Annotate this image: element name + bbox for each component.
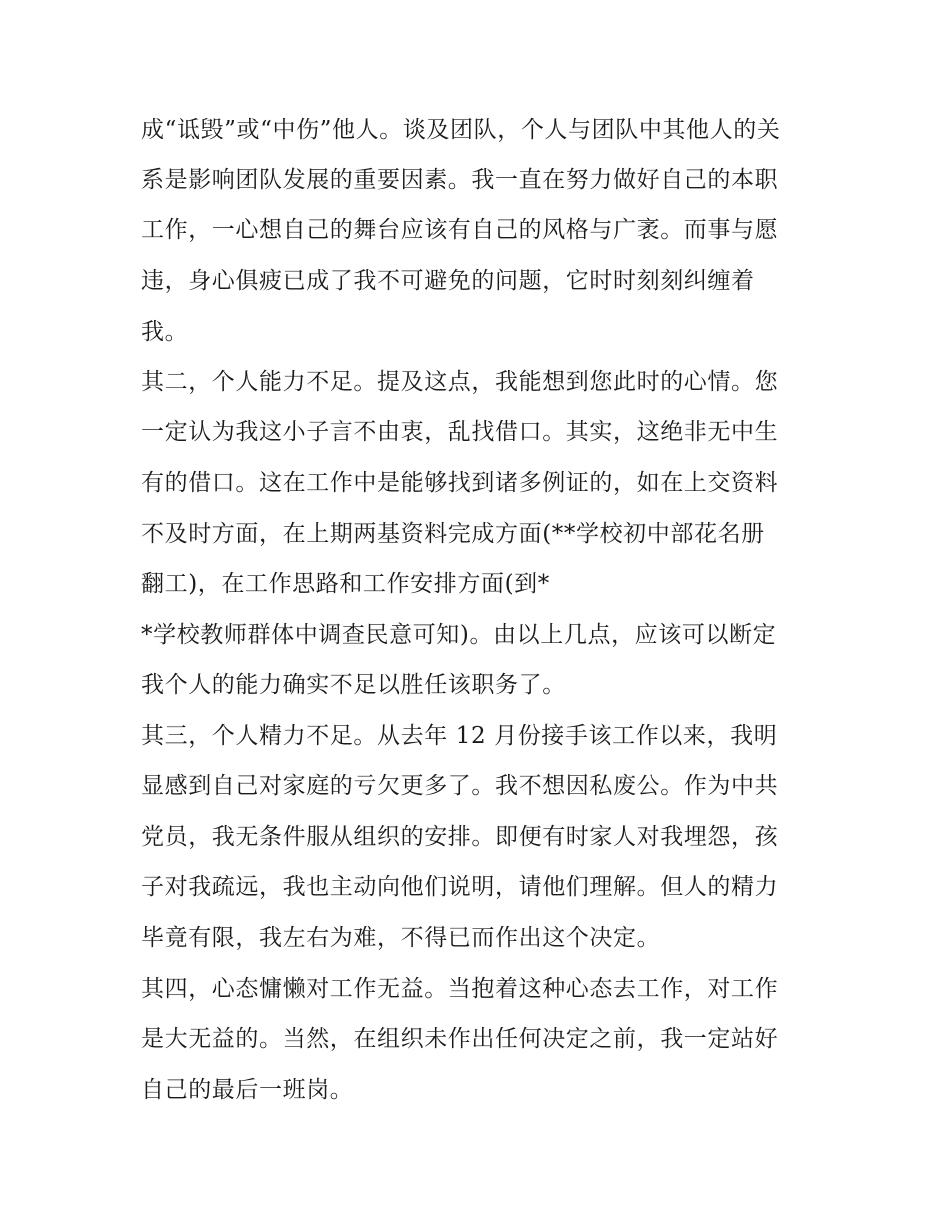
text-line: 是大无益的。当然，在组织未作出任何决定之前，我一定站好: [141, 1026, 779, 1052]
text-line: 党员，我无条件服从组织的安排。即便有时家人对我埋怨，孩: [141, 824, 779, 850]
text-line: 一定认为我这小子言不由衷，乱找借口。其实，这绝非无中生: [141, 419, 779, 445]
text-line: 我个人的能力确实不足以胜任该职务了。: [141, 672, 566, 698]
text-line: 显感到自己对家庭的亏欠更多了。我不想因私废公。作为中共: [141, 773, 779, 799]
text-line: 自己的最后一班岗。: [141, 1077, 354, 1103]
text-line: *学校教师群体中调查民意可知)。由以上几点，应该可以断定: [141, 622, 777, 648]
text-line: 其二，个人能力不足。提及这点，我能想到您此时的心情。您: [141, 369, 779, 395]
text-line: 子对我疏远，我也主动向他们说明，请他们理解。但人的精力: [141, 874, 779, 900]
text-line: 工作，一心想自己的舞台应该有自己的风格与广袤。而事与愿: [141, 217, 779, 243]
text-line: 翻工)，在工作思路和工作安排方面(到*: [141, 571, 550, 597]
text-line: 其三，个人精力不足。从去年 12 月份接手该工作以来，我明: [141, 723, 778, 749]
text-line: 其四，心态慵懒对工作无益。当抱着这种心态去工作，对工作: [141, 976, 779, 1002]
text-line: 系是影响团队发展的重要因素。我一直在努力做好自己的本职: [141, 167, 779, 193]
text-line: 违，身心俱疲已成了我不可避免的问题，它时时刻刻纠缠着: [141, 268, 755, 294]
text-line: 成“诋毁”或“中伤”他人。谈及团队，个人与团队中其他人的关: [141, 117, 781, 143]
text-line: 我。: [141, 319, 189, 345]
text-line: 不及时方面，在上期两基资料完成方面(**学校初中部花名册: [141, 521, 765, 547]
text-line: 有的借口。这在工作中是能够找到诸多例证的，如在上交资料: [141, 470, 779, 496]
text-line: 毕竟有限，我左右为难，不得已而作出这个决定。: [141, 925, 661, 951]
